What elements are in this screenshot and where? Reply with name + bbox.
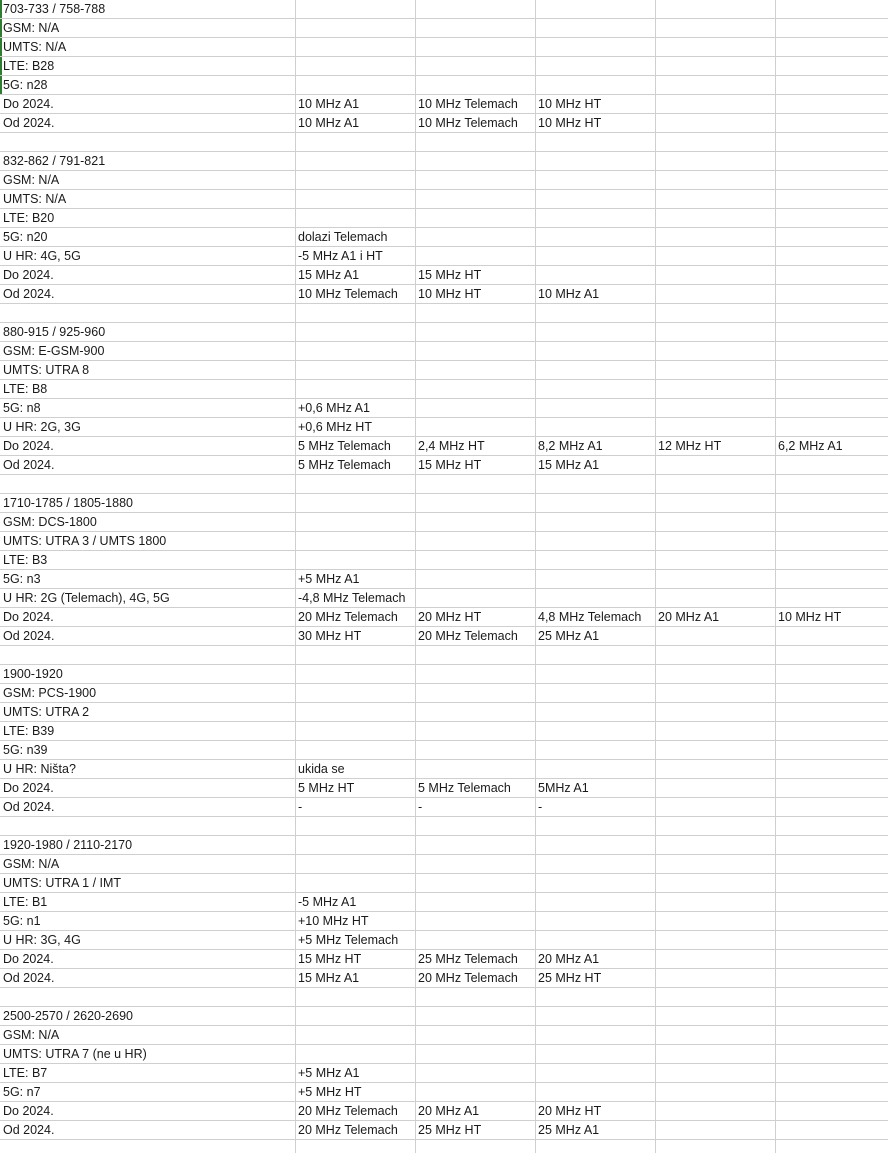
period-label-cell[interactable]: Do 2024. xyxy=(3,268,54,282)
band-info-cell[interactable]: GSM: PCS-1900 xyxy=(3,686,97,700)
change-note-cell[interactable]: +5 MHz A1 xyxy=(298,1066,360,1080)
change-note-cell[interactable]: dolazi Telemach xyxy=(298,230,388,244)
allocation-cell[interactable]: 10 MHz A1 xyxy=(298,116,360,130)
change-note-cell[interactable]: +10 MHz HT xyxy=(298,914,369,928)
band-info-cell[interactable]: LTE: B1 xyxy=(3,895,48,909)
change-note-cell[interactable]: -4,8 MHz Telemach xyxy=(298,591,406,605)
allocation-cell[interactable]: 25 MHz HT xyxy=(538,971,602,985)
period-label-cell[interactable]: Od 2024. xyxy=(3,116,55,130)
allocation-cell[interactable]: 8,2 MHz A1 xyxy=(538,439,603,453)
column-gridline xyxy=(775,0,776,1153)
band-info-cell[interactable]: UMTS: UTRA 7 (ne u HR) xyxy=(3,1047,147,1061)
band-info-cell[interactable]: U HR: 2G (Telemach), 4G, 5G xyxy=(3,591,170,605)
allocation-cell[interactable]: 20 MHz HT xyxy=(418,610,482,624)
band-info-cell[interactable]: UMTS: UTRA 2 xyxy=(3,705,90,719)
change-note-cell[interactable]: ukida se xyxy=(298,762,345,776)
band-info-cell[interactable]: 1710-1785 / 1805-1880 xyxy=(3,496,133,510)
band-info-cell[interactable]: GSM: N/A xyxy=(3,857,60,871)
band-info-cell[interactable]: UMTS: N/A xyxy=(3,40,67,54)
band-info-cell[interactable]: U HR: Ništa? xyxy=(3,762,76,776)
period-label-cell[interactable]: Do 2024. xyxy=(3,97,54,111)
band-info-cell[interactable]: UMTS: UTRA 3 / UMTS 1800 xyxy=(3,534,167,548)
band-info-cell[interactable]: 5G: n39 xyxy=(3,743,48,757)
change-note-cell[interactable]: +5 MHz HT xyxy=(298,1085,362,1099)
period-label-cell[interactable]: Do 2024. xyxy=(3,952,54,966)
allocation-cell[interactable]: 12 MHz HT xyxy=(658,439,722,453)
allocation-cell[interactable]: 5 MHz Telemach xyxy=(298,439,391,453)
period-label-cell[interactable]: Od 2024. xyxy=(3,971,55,985)
change-note-cell[interactable]: +0,6 MHz A1 xyxy=(298,401,370,415)
allocation-cell[interactable]: 20 MHz Telemach xyxy=(298,1104,398,1118)
allocation-cell[interactable]: 25 MHz Telemach xyxy=(418,952,518,966)
column-gridline xyxy=(655,0,656,1153)
allocation-cell[interactable]: 10 MHz HT xyxy=(538,97,602,111)
allocation-cell[interactable]: 20 MHz A1 xyxy=(538,952,600,966)
band-info-cell[interactable]: 1920-1980 / 2110-2170 xyxy=(3,838,133,852)
band-info-cell[interactable]: GSM: N/A xyxy=(3,173,60,187)
band-info-cell[interactable]: LTE: B20 xyxy=(3,211,55,225)
allocation-cell[interactable]: 10 MHz A1 xyxy=(538,287,600,301)
allocation-cell[interactable]: 20 MHz Telemach xyxy=(298,610,398,624)
allocation-cell[interactable]: 15 MHz HT xyxy=(298,952,362,966)
allocation-cell[interactable]: 15 MHz HT xyxy=(418,458,482,472)
allocation-cell[interactable]: 20 MHz Telemach xyxy=(418,971,518,985)
allocation-cell[interactable]: 10 MHz HT xyxy=(778,610,842,624)
allocation-cell[interactable]: 10 MHz A1 xyxy=(298,97,360,111)
band-info-cell[interactable]: 5G: n1 xyxy=(3,914,41,928)
band-info-cell[interactable]: LTE: B7 xyxy=(3,1066,48,1080)
allocation-cell[interactable]: 25 MHz A1 xyxy=(538,1123,600,1137)
band-info-cell[interactable]: 880-915 / 925-960 xyxy=(3,325,106,339)
allocation-cell[interactable]: 2,4 MHz HT xyxy=(418,439,485,453)
allocation-cell[interactable]: 10 MHz Telemach xyxy=(298,287,398,301)
band-info-cell[interactable]: 5G: n7 xyxy=(3,1085,41,1099)
change-note-cell[interactable]: -5 MHz A1 i HT xyxy=(298,249,383,263)
period-label-cell[interactable]: Od 2024. xyxy=(3,1123,55,1137)
allocation-cell[interactable]: 25 MHz HT xyxy=(418,1123,482,1137)
change-note-cell[interactable]: +5 MHz A1 xyxy=(298,572,360,586)
period-label-cell[interactable]: Od 2024. xyxy=(3,458,55,472)
band-info-cell[interactable]: 5G: n28 xyxy=(3,78,48,92)
allocation-cell[interactable]: - xyxy=(418,800,423,814)
allocation-cell[interactable]: 5 MHz Telemach xyxy=(298,458,391,472)
allocation-cell[interactable]: 20 MHz A1 xyxy=(658,610,720,624)
allocation-cell[interactable]: 15 MHz A1 xyxy=(298,268,360,282)
period-label-cell[interactable]: Do 2024. xyxy=(3,439,54,453)
band-info-cell[interactable]: U HR: 3G, 4G xyxy=(3,933,81,947)
allocation-cell[interactable]: 20 MHz HT xyxy=(538,1104,602,1118)
period-label-cell[interactable]: Od 2024. xyxy=(3,800,55,814)
band-info-cell[interactable]: U HR: 2G, 3G xyxy=(3,420,81,434)
allocation-cell[interactable]: 20 MHz Telemach xyxy=(418,629,518,643)
period-label-cell[interactable]: Od 2024. xyxy=(3,287,55,301)
band-info-cell[interactable]: 703-733 / 758-788 xyxy=(3,2,106,16)
band-info-cell[interactable]: 5G: n3 xyxy=(3,572,41,586)
band-info-cell[interactable]: 2500-2570 / 2620-2690 xyxy=(3,1009,133,1023)
allocation-cell[interactable]: 5 MHz HT xyxy=(298,781,355,795)
band-info-cell[interactable]: GSM: DCS-1800 xyxy=(3,515,97,529)
period-label-cell[interactable]: Od 2024. xyxy=(3,629,55,643)
allocation-cell[interactable]: 5MHz A1 xyxy=(538,781,589,795)
allocation-cell[interactable]: 20 MHz Telemach xyxy=(298,1123,398,1137)
allocation-cell[interactable]: - xyxy=(298,800,303,814)
allocation-cell[interactable]: 10 MHz HT xyxy=(538,116,602,130)
allocation-cell[interactable]: 30 MHz HT xyxy=(298,629,362,643)
allocation-cell[interactable]: 4,8 MHz Telemach xyxy=(538,610,642,624)
allocation-cell[interactable]: - xyxy=(538,800,543,814)
change-note-cell[interactable]: +0,6 MHz HT xyxy=(298,420,372,434)
band-info-cell[interactable]: LTE: B28 xyxy=(3,59,55,73)
band-info-cell[interactable]: 5G: n8 xyxy=(3,401,41,415)
period-label-cell[interactable]: Do 2024. xyxy=(3,1104,54,1118)
band-info-cell[interactable]: LTE: B8 xyxy=(3,382,48,396)
period-label-cell[interactable]: Do 2024. xyxy=(3,781,54,795)
allocation-cell[interactable]: 5 MHz Telemach xyxy=(418,781,511,795)
change-note-cell[interactable]: -5 MHz A1 xyxy=(298,895,357,909)
change-note-cell[interactable]: +5 MHz Telemach xyxy=(298,933,399,947)
band-info-cell[interactable]: GSM: N/A xyxy=(3,1028,60,1042)
band-info-cell[interactable]: UMTS: UTRA 1 / IMT xyxy=(3,876,122,890)
allocation-cell[interactable]: 10 MHz HT xyxy=(418,287,482,301)
allocation-cell[interactable]: 20 MHz A1 xyxy=(418,1104,480,1118)
allocation-cell[interactable]: 15 MHz HT xyxy=(418,268,482,282)
band-info-cell[interactable]: GSM: E-GSM-900 xyxy=(3,344,105,358)
band-info-cell[interactable]: 832-862 / 791-821 xyxy=(3,154,106,168)
band-info-cell[interactable]: LTE: B3 xyxy=(3,553,48,567)
allocation-cell[interactable]: 25 MHz A1 xyxy=(538,629,600,643)
allocation-cell[interactable]: 6,2 MHz A1 xyxy=(778,439,843,453)
period-label-cell[interactable]: Do 2024. xyxy=(3,610,54,624)
band-info-cell[interactable]: 5G: n20 xyxy=(3,230,48,244)
allocation-cell[interactable]: 15 MHz A1 xyxy=(298,971,360,985)
band-info-cell[interactable]: UMTS: UTRA 8 xyxy=(3,363,90,377)
band-info-cell[interactable]: UMTS: N/A xyxy=(3,192,67,206)
band-info-cell[interactable]: 1900-1920 xyxy=(3,667,63,681)
band-info-cell[interactable]: LTE: B39 xyxy=(3,724,55,738)
allocation-cell[interactable]: 15 MHz A1 xyxy=(538,458,600,472)
band-info-cell[interactable]: GSM: N/A xyxy=(3,21,60,35)
allocation-cell[interactable]: 10 MHz Telemach xyxy=(418,116,518,130)
band-info-cell[interactable]: U HR: 4G, 5G xyxy=(3,249,81,263)
allocation-cell[interactable]: 10 MHz Telemach xyxy=(418,97,518,111)
